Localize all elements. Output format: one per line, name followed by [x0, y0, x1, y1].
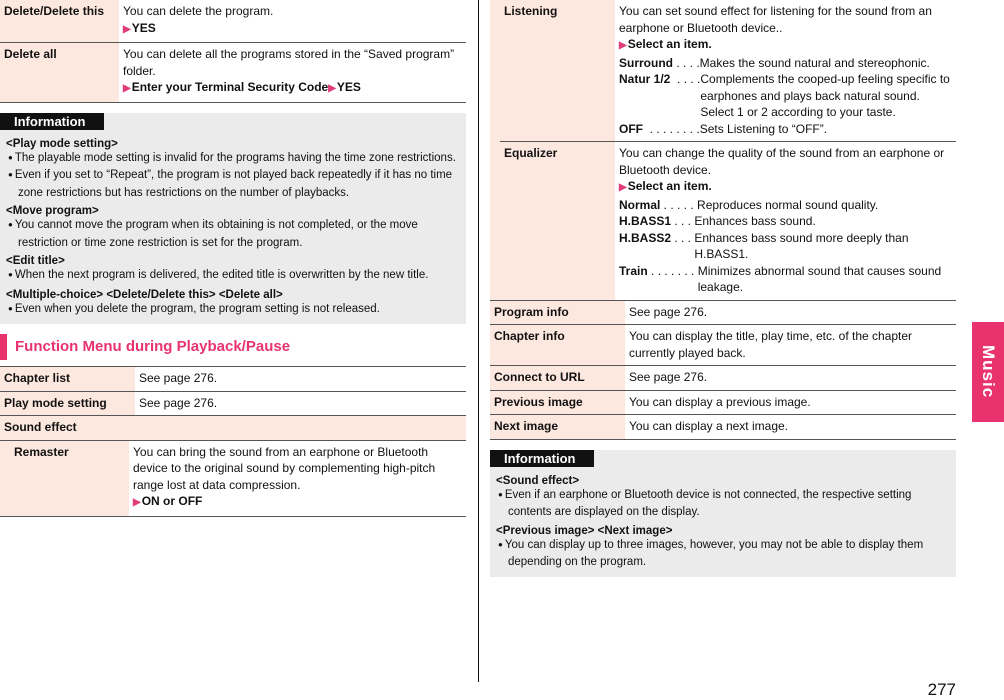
table-row	[490, 390, 956, 415]
column-divider	[478, 0, 479, 682]
delete-options-table	[0, 0, 466, 103]
table-row	[0, 441, 466, 517]
row-key: Program info	[490, 301, 625, 325]
info-bullet: ● When the next program is delivered, the edited title is overwritten by the new title.	[6, 267, 460, 285]
table-row	[0, 367, 466, 392]
sound-effect-continued-table	[490, 0, 956, 301]
list-item: OFF . . . . . . . . Sets Listening to “OFF”.	[619, 121, 828, 136]
row-desc: See page 276.	[625, 366, 956, 391]
info-tag: <Move program>	[6, 205, 99, 217]
table-row	[0, 0, 466, 43]
row-action: Select an item.	[627, 179, 712, 193]
information-label: Information	[490, 450, 594, 467]
right-column	[490, 0, 956, 577]
row-key: Next image	[490, 415, 625, 440]
info-tag: <Previous image> <Next image>	[496, 524, 673, 537]
row-desc: You can display a next image.	[625, 415, 956, 440]
information-label: Information	[0, 113, 104, 130]
row-desc: You can display the title, play time, etc. of the chapter currently played back.	[625, 325, 956, 366]
row-key: Chapter list	[0, 367, 135, 392]
list-item: Surround . . . . Makes the sound natural and stereophonic.	[619, 55, 930, 70]
function-menu-table-continued	[490, 301, 956, 440]
info-tag: <Sound effect>	[496, 474, 580, 487]
row-desc: You can bring the sound from an earphone or Bluetooth device to the original sound by complementing high-pitch range lost at data compression. ▶ON or OFF	[129, 441, 466, 517]
music-side-tab: Music	[972, 322, 1004, 422]
arrow-icon: ▶	[123, 23, 131, 35]
row-action: YES	[131, 20, 156, 35]
arrow-icon: ▶	[619, 40, 627, 51]
table-row	[490, 301, 956, 325]
info-bullet: ● Even when you delete the program, the program setting is not released.	[6, 301, 460, 319]
info-bullet: ● You can display up to three images, however, you may not be able to display them depending on the program.	[496, 537, 950, 571]
info-bullet: ● Even if an earphone or Bluetooth device is not connected, the respective setting contents are displayed on the display.	[496, 487, 950, 521]
list-item: H.BASS1 . . . Enhances bass sound.	[619, 214, 816, 228]
table-row	[0, 43, 466, 103]
left-column	[0, 0, 466, 517]
sound-effect-subtable	[0, 441, 466, 517]
table-row	[490, 325, 956, 366]
arrow-icon: ▶	[133, 497, 141, 508]
info-bullet: ● Even if you set to “Repeat”, the program is not played back repeatedly if it has no time zone restrictions but has restrictions on the number of playbacks.	[6, 167, 460, 201]
row-desc: You can change the quality of the sound from an earphone or Bluetooth device. ▶Select an item. Normal . . . . . Reproduces normal sound quality. H.BASS1 . . . Enhances bass sound. H.BASS2 . . . Enhances bass sound more deeply than H.BASS1. Train . . . . . . . Minimizes abnormal sound that causes sound leakage.	[615, 142, 956, 301]
table-row	[490, 142, 956, 301]
row-key: Sound effect	[0, 416, 466, 441]
table-row	[490, 415, 956, 440]
table-row	[490, 0, 956, 142]
list-item: H.BASS2 . . . Enhances bass sound more deeply than H.BASS1.	[619, 230, 909, 261]
row-key: Previous image	[490, 390, 625, 415]
table-row	[0, 391, 466, 416]
arrow-icon: ▶	[123, 83, 131, 94]
list-item: Natur 1/2 . . . . Complements the cooped-up feeling specific to earphones and plays back natural sound. Select 1 or 2 according to your taste.	[619, 72, 950, 119]
row-desc: You can display a previous image.	[625, 390, 956, 415]
row-desc: See page 276.	[135, 391, 466, 416]
row-action: Select an item.	[627, 37, 712, 51]
section-title: Function Menu during Playback/Pause	[0, 334, 466, 360]
row-desc: You can set sound effect for listening for the sound from an earphone or Bluetooth device.. ▶Select an item. Surround . . . . Makes the sound natural and stereophonic. Natur 1/2 . . . . Complements the cooped-up feeling specific to earphones and plays back natural sound. Select 1 or 2 according to your taste. OFF . . . . . . . . Sets Listening to “OFF”.	[615, 0, 956, 142]
row-key: Connect to URL	[490, 366, 625, 391]
arrow-icon: ▶	[328, 83, 336, 94]
row-desc: You can delete the program. ▶YES	[119, 0, 466, 43]
list-item: Train . . . . . . . Minimizes abnormal sound that causes sound leakage.	[619, 263, 942, 294]
info-bullet: ● The playable mode setting is invalid for the programs having the time zone restrictions.	[6, 150, 460, 168]
row-key: Equalizer	[500, 142, 615, 301]
table-row	[490, 366, 956, 391]
row-desc: See page 276.	[625, 301, 956, 325]
row-key: Chapter info	[490, 325, 625, 366]
row-action: Enter your Terminal Security Code▶YES	[131, 80, 361, 94]
row-desc: You can delete all the programs stored in the “Saved program” folder. ▶Enter your Terminal Security Code▶YES	[119, 43, 466, 103]
info-tag: <Edit title>	[6, 255, 65, 267]
function-menu-table	[0, 366, 466, 441]
row-key: Remaster	[10, 441, 129, 517]
info-tag: <Play mode setting>	[6, 137, 118, 150]
table-row	[0, 416, 466, 441]
info-bullet: ● You cannot move the program when its obtaining is not completed, or the move restriction or time zone restriction is set for the program.	[6, 217, 460, 251]
list-item: Normal . . . . . Reproduces normal sound quality.	[619, 197, 879, 212]
row-key: Delete/Delete this	[0, 0, 119, 43]
info-tag: <Multiple-choice> <Delete/Delete this> <Delete all>	[6, 288, 283, 301]
row-key: Listening	[500, 0, 615, 142]
row-key: Delete all	[0, 43, 119, 103]
page-number: 277	[927, 680, 956, 699]
information-box	[490, 450, 956, 577]
row-key: Play mode setting	[0, 391, 135, 416]
arrow-icon: ▶	[619, 182, 627, 193]
information-box	[0, 113, 466, 325]
row-action: ON or OFF	[141, 494, 203, 508]
row-desc: See page 276.	[135, 367, 466, 392]
